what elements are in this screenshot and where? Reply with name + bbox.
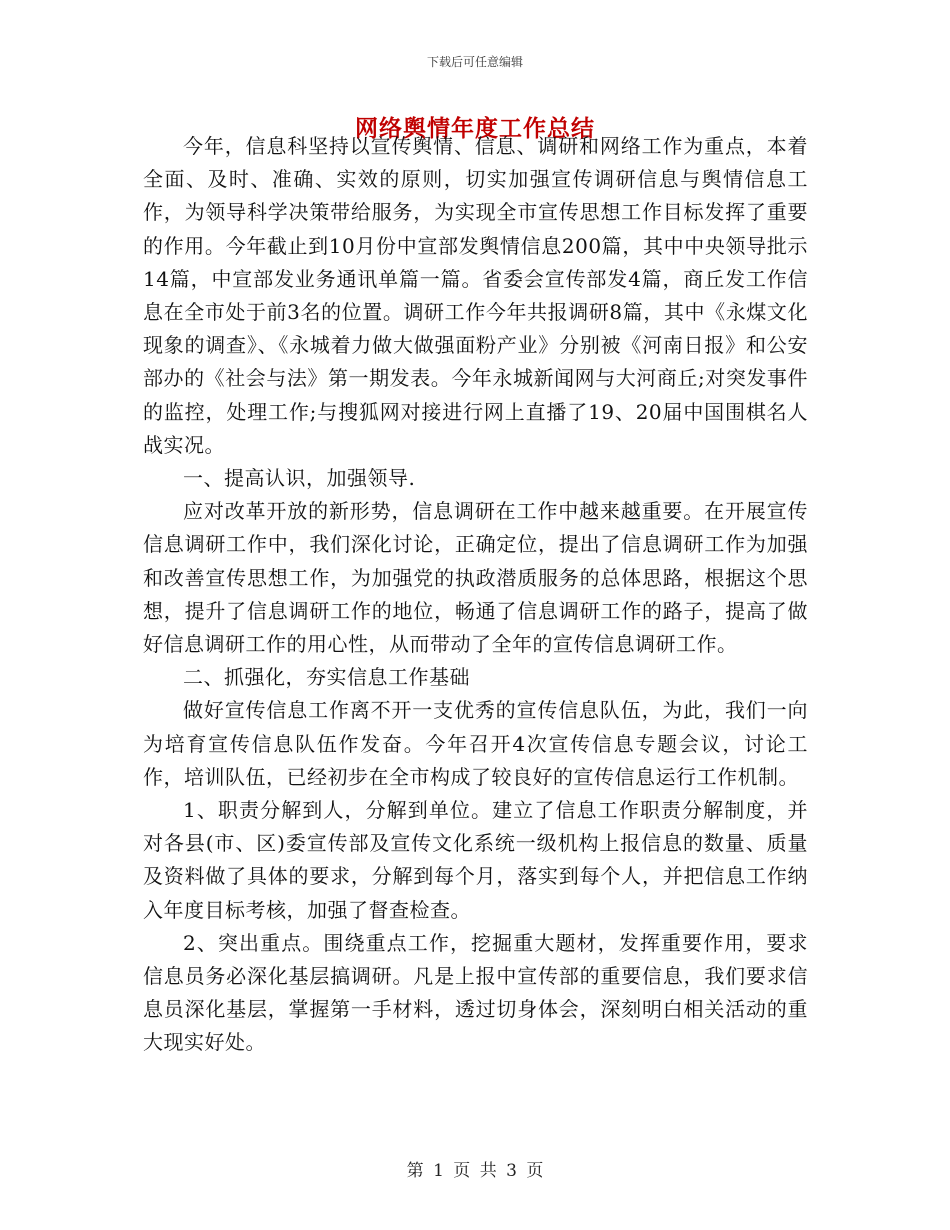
section-heading-2: 二、抓强化，夯实信息工作基础	[183, 665, 470, 690]
page-header-note: 下载后可任意编辑	[426, 55, 523, 69]
document-body	[143, 130, 808, 1060]
paragraph-section-2: 做好宣传信息工作离不开一支优秀的宣传信息队伍，为此，我们一向为培育宣传信息队伍作发奋。今年召开4次宣传信息专题会议，讨论工作，培训队伍，已经初步在全市构成了较良好的宣传信息运行工作机制。	[143, 698, 808, 789]
document-title: 网络舆情年度工作总结	[355, 115, 595, 142]
page-footer: 第 1 页 共 3 页	[406, 1161, 544, 1181]
paragraph-intro: 今年，信息科坚持以宣传舆情、信息、调研和网络工作为重点，本着全面、及时、准确、实效的原则，切实加强宣传调研信息与舆情信息工作，为领导科学决策带给服务，为实现全市宣传思想工作目标发挥了重要的作用。今年截止到10月份中宣部发舆情信息200篇，其中中央领导批示14篇，中宣部发业务通讯单篇一篇。省委会宣传部发4篇，商丘发工作信息在全市处于前3名的位置。调研工作今年共报调研8篇，其中《永煤文化现象的调查》、《永城着力做大做强面粉产业》分别被《河南日报》和公安部办的《社会与法》第一期发表。今年永城新闻网与大河商丘;对突发事件的监控，处理工作;与搜狐网对接进行网上直播了19、20届中国围棋名人战实况。	[143, 134, 808, 457]
section-heading-1: 一、提高认识，加强领导.	[183, 466, 416, 491]
paragraph-item-1: 1、职责分解到人，分解到单位。建立了信息工作职责分解制度，并对各县(市、区)委宣传部及宣传文化系统一级机构上报信息的数量、质量及资料做了具体的要求，分解到每个月，落实到每个人，并把信息工作纳入年度目标考核，加强了督查检查。	[143, 798, 808, 922]
paragraph-section-1: 应对改革开放的新形势，信息调研在工作中越来越重要。在开展宣传信息调研工作中，我们深化讨论，正确定位，提出了信息调研工作为加强和改善宣传思想工作，为加强党的执政潜质服务的总体思路，根据这个思想，提升了信息调研工作的地位，畅通了信息调研工作的路子，提高了做好信息调研工作的用心性，从而带动了全年的宣传信息调研工作。	[143, 499, 808, 657]
paragraph-item-2: 2、突出重点。围绕重点工作，挖掘重大题材，发挥重要作用，要求信息员务必深化基层搞调研。凡是上报中宣传部的重要信息，我们要求信息员深化基层，掌握第一手材料，透过切身体会，深刻明白相关活动的重大现实好处。	[143, 930, 808, 1055]
